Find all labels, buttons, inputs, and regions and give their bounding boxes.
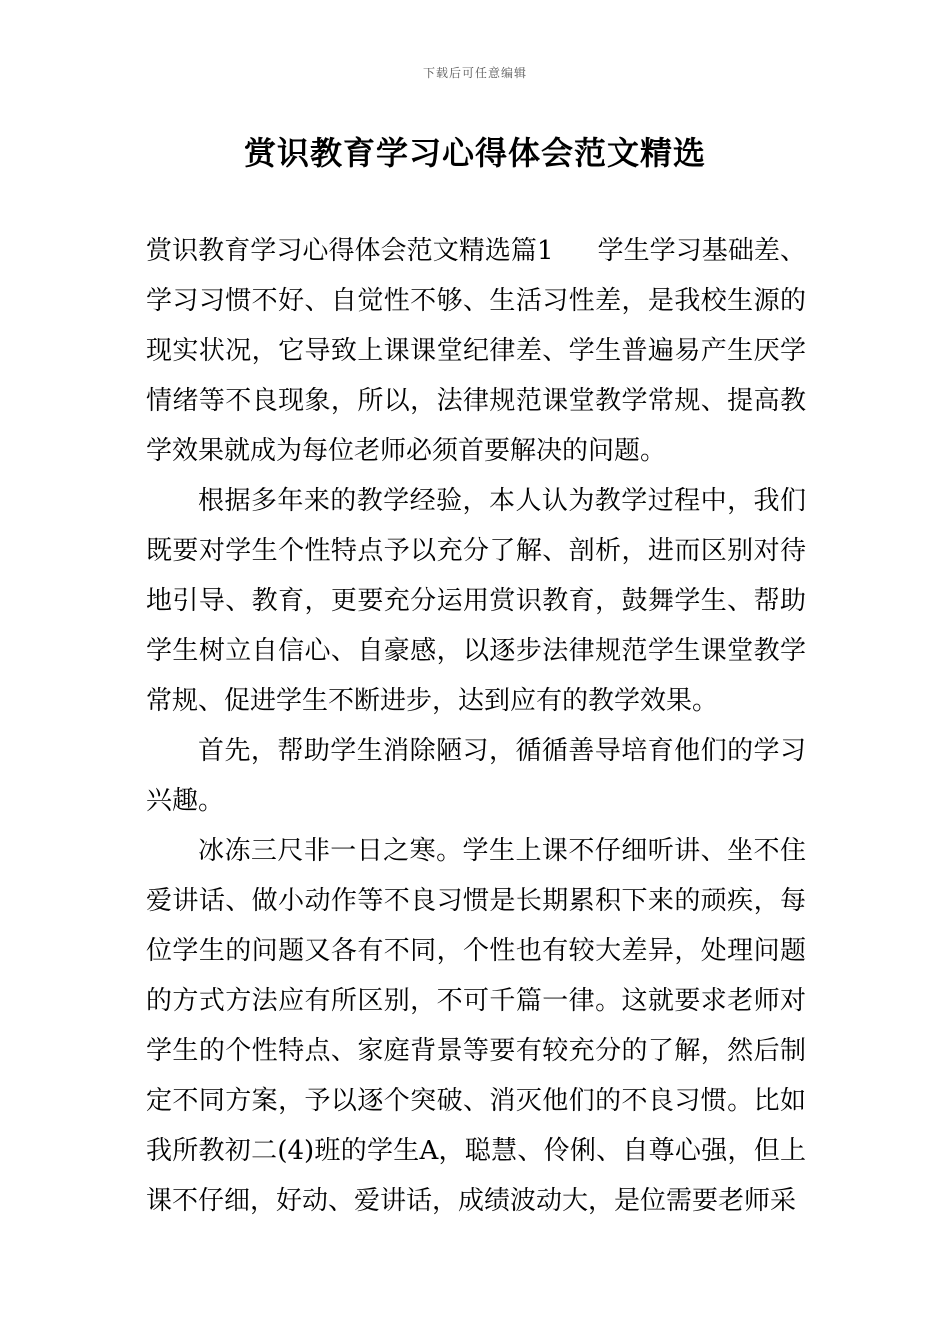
paragraph-3: 首先，帮助学生消除陋习，循循善导培育他们的学习兴趣。: [146, 736, 806, 816]
document-body: [146, 226, 806, 1226]
section-heading: 赏识教育学习心得体会范文精选篇1: [146, 236, 554, 266]
paragraph-2: 根据多年来的教学经验，本人认为教学过程中，我们既要对学生个性特点予以充分了解、剖析，进而区别对待地引导、教育，更要充分运用赏识教育，鼓舞学生、帮助学生树立自信心、自豪感，以逐步法律规范学生课堂教学常规、促进学生不断进步，达到应有的教学效果。: [146, 486, 806, 716]
header-note: 下载后可任意编辑: [422, 66, 527, 80]
document-title: 赏识教育学习心得体会范文精选: [243, 134, 706, 172]
paragraph-1: [146, 226, 806, 476]
paragraph-4: 冰冻三尺非一日之寒。学生上课不仔细听讲、坐不住爱讲话、做小动作等不良习惯是长期累积下来的顽疾，每位学生的问题又各有不同，个性也有较大差异，处理问题的方式方法应有所区别，不可千篇一律。这就要求老师对学生的个性特点、家庭背景等要有较充分的了解，然后制定不同方案，予以逐个突破、消灭他们的不良习惯。比如我所教初二(4)班的学生A，聪慧、伶俐、自尊心强，但上课不仔细，好动、爱讲话，成绩波动大，是位需要老师采: [146, 836, 806, 1216]
paragraph-1-text: 学生学习基础差、学习习惯不好、自觉性不够、生活习性差，是我校生源的现实状况，它导致上课课堂纪律差、学生普遍易产生厌学情绪等不良现象，所以，法律规范课堂教学常规、提高教学效果就成为每位老师必须首要解决的问题。: [146, 236, 806, 466]
